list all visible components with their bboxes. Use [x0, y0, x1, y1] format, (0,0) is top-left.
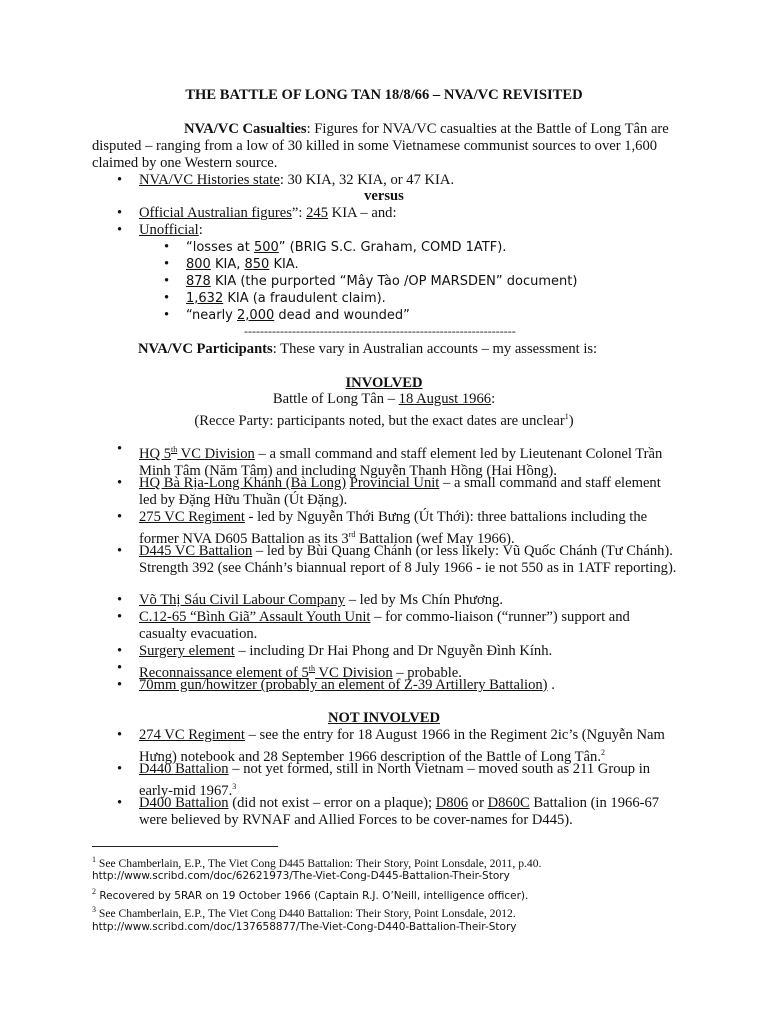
- item-link: D400 Battalion: [139, 795, 229, 811]
- item-link-2: D806: [435, 795, 469, 811]
- item-link: HQ 5: [139, 445, 172, 462]
- item-link: Surgery element: [139, 643, 235, 659]
- footnote-text: Recovered by 5RAR on 19 October 1966 (Captain R.J. O’Neill, intelligence officer).: [96, 889, 529, 902]
- item-mid: or: [468, 795, 488, 811]
- involved-line-1: [0, 391, 768, 408]
- item-text: – led by Bùi Quang Chánh (or less likely: Vũ Quốc Chánh (Tư Chánh). Strength 392 (see Chánh’s biannual report of 8 July 1966 - ie not 550 as in 1ATF reporting).: [139, 543, 677, 576]
- histories-label: NVA/VC Histories state: [139, 172, 280, 188]
- footnote-ref: 3: [232, 782, 237, 791]
- item-text: .: [547, 677, 555, 693]
- item-link: 275 VC Regiment: [139, 509, 245, 525]
- footnote-3: [92, 903, 692, 921]
- item-text-2: Battalion (in 1966-67 were believed by RVNAF and Allied Forces to be cover-names for D445).: [139, 795, 660, 828]
- casualties-text: : Figures for NVA/VC casualties at the Battle of Long Tân are disputed – ranging from a low of 30 killed in some Vietnamese communist sources to over 1,600 claimed by one Western source.: [92, 121, 669, 171]
- participants-paragraph: [92, 341, 672, 358]
- item-link: HQ Bà Rịa-Long Khánh (Bà Long): [139, 475, 347, 491]
- item-link-3: ): [542, 677, 548, 693]
- item-text-2: Battalion (wef May 1966).: [355, 530, 515, 547]
- sub-post: KIA (the purported “Mây Tào /OP MARSDEN” document): [210, 274, 578, 289]
- item-link-2: VC Division: [315, 664, 393, 681]
- sub-post: KIA (a fraudulent claim).: [223, 291, 386, 306]
- footnote-ref: 1: [564, 412, 569, 421]
- casualties-heading: NVA/VC Casualties: [184, 121, 307, 137]
- item-text: – led by Ms Chín Phương.: [345, 592, 503, 608]
- item-link: D440 Battalion: [139, 761, 229, 777]
- footnote-text: See Chamberlain, E.P., The Viet Cong D440 Battalion: Their Story, Point Lonsdale, 2012.: [96, 906, 516, 920]
- casualties-paragraph: [92, 121, 672, 172]
- sub-number: 1,632: [186, 291, 224, 306]
- footnote-3-url[interactable]: http://www.scribd.com/doc/137658877/The-Viet-Cong-D440-Battalion-Their-Story: [92, 921, 517, 933]
- footnote-number: 1: [92, 855, 96, 864]
- sub-post: dead and wounded”: [274, 308, 410, 323]
- unofficial-colon: :: [198, 222, 203, 238]
- item-text: – a small command and staff element led by Đặng Hữu Thuần (Út Đặng).: [139, 475, 661, 508]
- item-sup: th: [308, 664, 316, 673]
- sub-number: 878: [186, 274, 211, 289]
- item-text: – not yet formed, still in North Vietnam – moved south as 211 Group in early-mid 1967.: [139, 761, 651, 799]
- footnote-ref: 2: [600, 748, 605, 757]
- item-link: Võ Thị Sáu Civil Labour Company: [139, 592, 346, 608]
- official-tail: KIA – and:: [328, 205, 397, 221]
- participants-text: : These vary in Australian accounts – my assessment is:: [272, 341, 598, 357]
- item-sup: rd: [348, 530, 356, 539]
- involved-date: 18 August 1966: [398, 391, 492, 407]
- involved-line1-post: :: [491, 391, 496, 407]
- official-mid: ”:: [291, 205, 307, 221]
- item-text: – see the entry for 18 August 1966 in the Regiment 2ic’s (Nguyễn Nam Hưng) notebook and 28 September 1966 description of the Battle of Long Tân.: [139, 727, 665, 765]
- item-text: – probable.: [392, 664, 462, 681]
- unofficial-label: Unofficial: [139, 222, 199, 238]
- item-link: 70mm gun/howitzer (probably an element of: [139, 677, 405, 693]
- item-link-2: Z-39 Artillery Battalion: [404, 677, 543, 693]
- item-text: – for commo-liaison (“runner”) support and casualty evacuation.: [139, 609, 630, 642]
- item-link: D445 VC Battalion: [139, 543, 253, 559]
- item-link-3: D860C: [487, 795, 530, 811]
- official-number: 245: [306, 205, 328, 221]
- footnote-2: [92, 885, 692, 903]
- involved-line1-pre: Battle of Long Tân –: [272, 391, 399, 407]
- sub-number-2: 850: [244, 257, 270, 272]
- item-link-2: VC Division: [177, 445, 255, 462]
- versus-label: versus: [364, 188, 404, 204]
- footnote-separator: [92, 846, 278, 847]
- page-title: THE BATTLE OF LONG TAN 18/8/66 – NVA/VC REVISITED: [185, 87, 583, 103]
- footnote-number: 3: [92, 905, 96, 914]
- sub-post-2: KIA.: [269, 257, 299, 272]
- sub-pre: “nearly: [186, 308, 238, 323]
- sub-number: 2,000: [237, 308, 275, 323]
- separator-dashes: --------------------------------------------------------------------: [244, 324, 516, 338]
- item-text: – including Dr Hai Phong and Dr Nguyễn Đình Kính.: [234, 643, 553, 659]
- involved-line-2: [0, 408, 768, 430]
- footnote-1-url[interactable]: http://www.scribd.com/doc/62621973/The-Viet-Cong-D445-Battalion-Their-Story: [92, 870, 510, 882]
- participants-heading: NVA/VC Participants: [138, 341, 273, 357]
- sub-number: 500: [253, 240, 279, 255]
- official-label: Official Australian figures: [139, 205, 292, 221]
- involved-line2-end: ): [568, 412, 574, 429]
- item-link-2: Provincial Unit: [349, 475, 440, 491]
- item-link: Reconnaissance element of 5: [139, 664, 309, 681]
- item-text: (did not exist – error on a plaque);: [228, 795, 436, 811]
- document-page: THE BATTLE OF LONG TAN 18/8/66 – NVA/VC REVISITED NVA/VC Casualties: Figures for NVA/VC casualties at the Battle of Long Tân are disputed – ranging from a low of 30 killed in some Vietnamese communist sources to over 1,600 claimed by one Western source. • NVA/VC Histories state: 30 KIA, 32 KIA, or 47 KIA. versus • Official Australian figures”: 245 KIA – and: • Unofficial: • “losses at 500” (BRIG S.C. Graham, COMD 1ATF). • 800 KIA, 850 KIA. • 878 KIA (the purported “Mây Tào /OP MARSDEN” document) • 1,632 KIA (a fraudulent claim). • “nearly 2,000 dead and wounded” -------------------------------------------------------------------- NVA/VC Participants: These vary in Australian accounts – my assessment is: INVOLVED Battle of Long Tân – 18 August 1966: (Recce Party: participants noted, but the exact dates are unclear$^1$) • HQ 5th VC Division – a small command and staff element led by Lieutenant Colonel Trần Minh Tâm (Năm Tâm) and including Nguyễn Thanh Hồng (Hai Hồng). • HQ Bà Rịa-Long Khánh (Bà Long) Provincial Unit – a small command and staff element led by Đặng Hữu Thuần (Út Đặng). • 275 VC Regiment - led by Nguyễn Thới Bưng (Út Thới): three battalions including the former NVA D605 Battalion as its 3rd Battalion (wef May 1966). • D445 VC Battalion – led by Bùi Quang Chánh (or less likely: Vũ Quốc Chánh (Tư Chánh). Strength 392 (see Chánh’s biannual report of 8 July 1966 - ie not 550 as in 1ATF reporting). • Võ Thị Sáu Civil Labour Company – led by Ms Chín Phương. • C.12-65 “Bình Giã” Assault Youth Unit – for commo-liaison (“runner”) support and casualty evacuation. • Surgery element – including Dr Hai Phong and Dr Nguyễn Đình Kính. • Reconnaissance element of 5th VC Division – probable. • 70mm gun/howitzer (probably an element of Z-39 Artillery Battalion) . NOT INVOLVED • 274 VC Regiment – see the entry for 18 August 1966 in the Regiment 2ic’s (Nguyễn Nam Hưng) notebook and 28 September 1966 description of the Battle of Long Tân.$^2$ • D440 Battalion – not yet formed, still in North Vietnam – moved south as 211 Group in early-mid 1967.$^3$ • D400 Battalion (did not exist – error on a plaque); D806 or D860C Battalion (in 1966-67 were believed by RVNAF and Allied Forces to be cover-names for D445). $^1$ See Chamberlain, E.P., The Viet Cong D445 Battalion: Their Story, Point Lonsdale, 2011, p.40. http://www.scribd.com/doc/62621973/The-Viet-Cong-D445-Battalion-Their-Story $^2$ Recovered by 5RAR on 19 October 1966 (Captain R.J. O’Neill, intelligence officer). $^3$ See Chamberlain, E.P., The Viet Cong D440 Battalion: Their Story, Point Lonsdale, 2012. http://www.scribd.com/doc/137658877/The-Viet-Cong-D440-Battalion-Their-Story: [0, 0, 768, 1024]
- sub-post: KIA,: [210, 257, 245, 272]
- sub-post: ” (BRIG S.C. Graham, COMD 1ATF).: [278, 240, 507, 255]
- item-sup: th: [171, 445, 178, 454]
- involved-heading: INVOLVED: [345, 375, 423, 391]
- item-link: C.12-65 “Bình Giã” Assault Youth Unit: [139, 609, 371, 625]
- sub-number: 800: [186, 257, 211, 272]
- sub-pre: “losses at: [186, 240, 254, 255]
- item-text: – a small command and staff element led by Lieutenant Colonel Trần Minh Tâm (Năm Tâm) and including Nguyễn Thanh Hồng (Hai Hồng).: [139, 445, 663, 479]
- histories-text: : 30 KIA, 32 KIA, or 47 KIA.: [279, 172, 455, 188]
- not-involved-heading: NOT INVOLVED: [327, 710, 441, 726]
- item-link: 274 VC Regiment: [139, 727, 245, 743]
- item-text: - led by Nguyễn Thới Bưng (Út Thới): three battalions including the former NVA D605 Battalion as its 3: [139, 509, 648, 547]
- footnote-text: See Chamberlain, E.P., The Viet Cong D445 Battalion: Their Story, Point Lonsdale, 2011, p.40.: [96, 856, 542, 870]
- involved-line2-text: (Recce Party: participants noted, but the exact dates are unclear: [194, 412, 565, 429]
- footnote-number: 2: [92, 887, 96, 896]
